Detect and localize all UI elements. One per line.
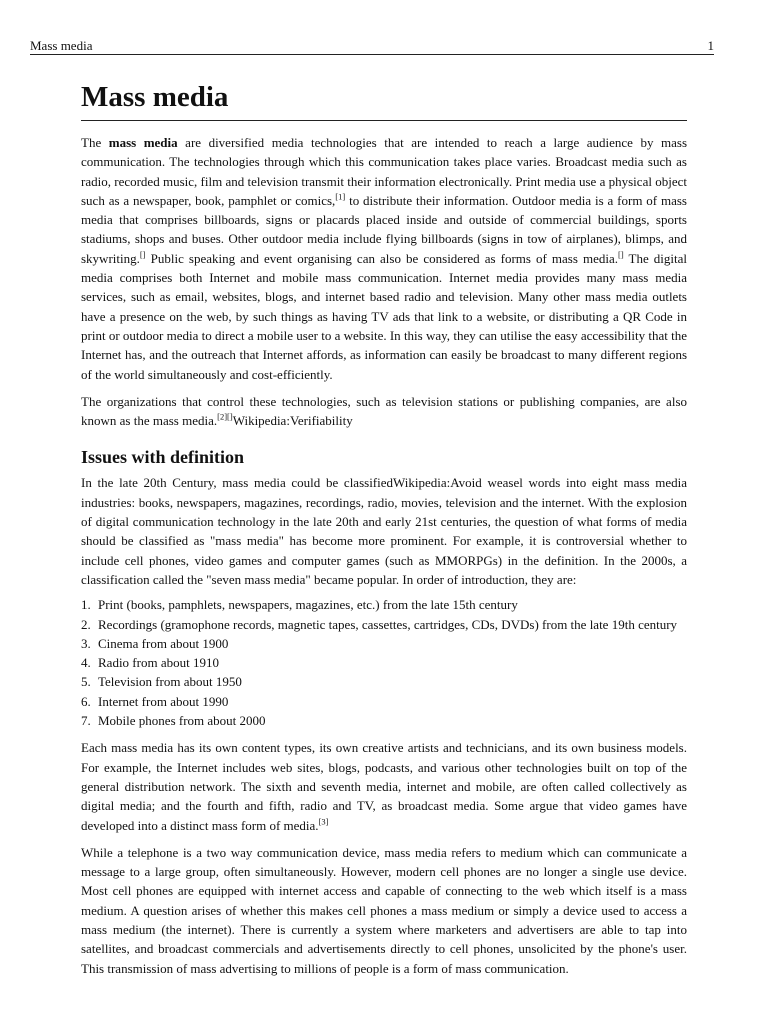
list-text: Internet from about 1990 [98, 693, 229, 709]
text-run: The digital media comprises both Internet and mobile mass communication. Internet media provides many mass media services, such as email, websites, blogs, and internet based radio and television. Many other mass media outlets have a presence on the web, by such things as having TV ads that link to a website, or distributing a QR Code in print or outdoor media to direct a mobile user to a website. In this way, they can utilise the easy accessibility that the Internet has, and the outreach that Internet affords, as information can easily be broadcast to many different regions of the world simultaneously and cost-efficiently. [81, 250, 687, 382]
list-number: 1. [81, 597, 91, 613]
text-run: The organizations that control these technologies, such as television stations or publishing companies, are also known as the mass media. [81, 393, 687, 429]
list-item [81, 711, 687, 730]
citation-ref[interactable]: [1] [335, 191, 346, 202]
list-number: 5. [81, 674, 91, 690]
section-heading: Issues with definition [81, 447, 245, 468]
list-item [81, 634, 687, 653]
text-run: are diversified media technologies that are intended to reach a large audience by mass communication. The technologies through which this communication takes place varies. Broadcast media such as radio, recorded music, film and television transmit their information electronically. Print media use a physical object such as a newspaper, book, pamphlet or comics, [81, 135, 687, 208]
text-run: Wikipedia:Verifiability [232, 413, 353, 429]
list-number: 6. [81, 693, 91, 709]
list-text: Mobile phones from about 2000 [98, 713, 266, 729]
text-run: The [81, 135, 109, 150]
list-item [81, 615, 687, 634]
article-body [81, 80, 687, 978]
intro-paragraph-2 [81, 392, 687, 431]
list-number: 2. [81, 616, 91, 632]
citation-ref[interactable]: [] [618, 249, 624, 260]
bold-term: mass media [108, 135, 178, 150]
text-run: to distribute their information. Outdoor media is a form of mass media that comprises billboards, signs or placards placed inside and outside of commercial buildings, sports stadiums, shops and buses. Other outdoor media include flying billboards (signs in tow of airplanes), blimps, and skywriting. [81, 192, 687, 266]
page-number: 1 [707, 38, 714, 53]
list-number: 7. [81, 713, 91, 729]
citation-ref[interactable]: [] [139, 249, 146, 260]
citation-ref[interactable]: [3] [318, 816, 329, 827]
running-title: Mass media [30, 38, 93, 53]
seven-media-list [81, 595, 687, 730]
list-text: Cinema from about 1900 [98, 635, 229, 651]
running-header [30, 38, 714, 55]
list-item [81, 672, 687, 691]
list-text: Television from about 1950 [98, 674, 242, 690]
section-paragraph-1: In the late 20th Century, mass media could be classifiedWikipedia:Avoid weasel words into eight mass media industries: books, newspapers, magazines, recordings, radio, movies, television and the internet. With the explosion of digital communication technology in the late 20th and early 21st centuries, the question of what forms of media should be classified as "mass media" has become more prominent. For example, it is controversial whether to include cell phones, video games and computer games (such as MMORPGs) in the definition. In the 2000s, a classification called the "seven mass media" became popular. In order of introduction, they are: [81, 475, 687, 587]
article-title: Mass media [81, 80, 687, 121]
list-number: 4. [81, 655, 91, 671]
list-number: 3. [81, 635, 91, 651]
list-item [81, 595, 687, 614]
list-text: Radio from about 1910 [98, 655, 219, 671]
section-paragraph-2 [81, 738, 687, 834]
list-item [81, 692, 687, 711]
list-item [81, 653, 687, 672]
text-run: Each mass media has its own content types, its own creative artists and technicians, and its own business models. For example, the Internet includes web sites, blogs, podcasts, and various other technologies built on top of the general distribution network. The sixth and seventh media, internet and mobile, are often called collectively as digital media; and the fourth and fifth, radio and TV, as broadcast media. Some argue that video games have developed into a distinct mass form of media. [81, 740, 687, 833]
text-run: Public speaking and event organising can also be considered as forms of mass media. [145, 250, 618, 266]
citation-ref[interactable]: [2][] [217, 411, 233, 422]
intro-paragraph-1 [81, 133, 687, 384]
list-text: Recordings (gramophone records, magnetic tapes, cassettes, cartridges, CDs, DVDs) from the late 19th century [98, 616, 678, 632]
section-paragraph-3: While a telephone is a two way communication device, mass media refers to medium which can communicate a message to a large group, often simultaneously. However, modern cell phones are no longer a single use device. Most cell phones are equipped with internet access and capable of connecting to the web which itself is a mass medium. A question arises of whether this makes cell phones a mass medium or simply a device used to access a mass medium (the internet). There is currently a system where marketers and advertisers are able to tap into satellites, and broadcast commercials and advertisements directly to cell phones, unsolicited by the phone's user. This transmission of mass advertising to millions of people is a form of mass communication. [81, 844, 687, 976]
list-text: Print (books, pamphlets, newspapers, magazines, etc.) from the late 15th century [98, 597, 518, 613]
